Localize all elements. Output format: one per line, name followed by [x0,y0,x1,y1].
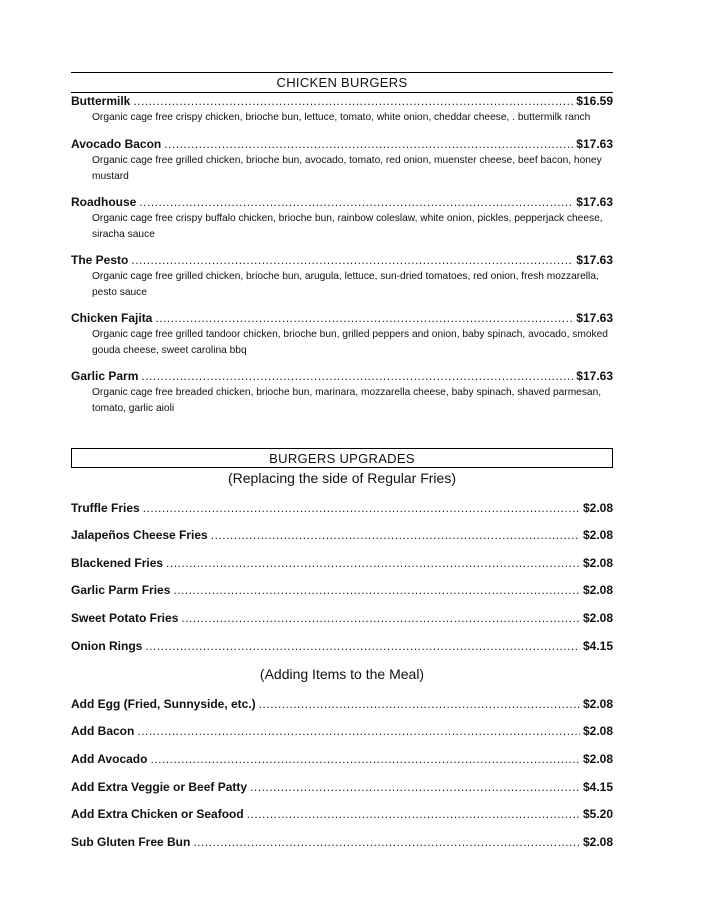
leader-dots [150,752,580,766]
item-name: Truffle Fries [71,501,140,515]
addons-subtitle: (Adding Items to the Meal) [259,666,425,682]
addon-avocado [71,752,613,766]
leader-dots [141,369,573,383]
item-description: Organic cage free crispy buffalo chicken, brioche bun, rainbow coleslaw, white onion, pickles, pepperjack cheese, siracha sauce [92,213,603,240]
item-price: $4.15 [582,780,613,794]
leader-dots [164,137,573,151]
leader-dots [145,639,580,653]
item-price: $2.08 [582,528,613,542]
item-name: Sweet Potato Fries [71,611,179,625]
item-price: $17.63 [576,253,613,267]
chicken-burgers-heading: CHICKEN BURGERS [71,72,613,93]
item-description: Organic cage free breaded chicken, brioche bun, marinara, mozzarella cheese, baby spinach, shaved parmesan, tomato, garlic aioli [92,387,602,414]
item-name: Jalapeños Cheese Fries [71,528,208,542]
item-description: Organic cage free grilled chicken, brioche bun, avocado, tomato, red onion, muenster cheese, beef bacon, honey mustard [92,155,602,182]
item-price: $17.63 [576,195,613,209]
item-name: Blackened Fries [71,556,164,570]
item-description: Organic cage free grilled chicken, brioche bun, arugula, lettuce, sun-dried tomatoes, red onion, fresh mozzarella, pesto sauce [92,271,599,298]
item-price: $16.59 [576,94,613,108]
item-price: $17.63 [576,137,613,151]
item-name: Roadhouse [71,195,137,209]
addon-sub-gluten-free-bun [71,835,613,849]
item-name: Garlic Parm Fries [71,583,171,597]
item-price: $2.08 [582,752,613,766]
item-price: $2.08 [582,611,613,625]
leader-dots [133,94,573,108]
item-name: The Pesto [71,253,129,267]
leader-dots [259,697,580,711]
addon-extra-chicken-or-seafood [71,807,613,821]
item-price: $2.08 [582,583,613,597]
leader-dots [173,583,580,597]
item-name: Garlic Parm [71,369,139,383]
item-name: Add Extra Veggie or Beef Patty [71,780,248,794]
upgrade-garlic-parm-fries [71,583,613,597]
leader-dots [247,807,580,821]
upgrade-truffle-fries [71,501,613,515]
upgrade-blackened-fries [71,556,613,570]
fries-subtitle: (Replacing the side of Regular Fries) [228,470,456,486]
menu-item-buttermilk [71,94,613,108]
item-price: $2.08 [582,835,613,849]
menu-item-roadhouse [71,195,613,209]
upgrade-jalapenos-cheese-fries [71,528,613,542]
item-price: $17.63 [576,369,613,383]
item-price: $2.08 [582,501,613,515]
menu-item-the-pesto [71,253,613,267]
burgers-upgrades-heading: BURGERS UPGRADES [71,448,613,468]
leader-dots [131,253,573,267]
item-description: Organic cage free crispy chicken, brioche bun, lettuce, tomato, white onion, cheddar cheese, . buttermilk ranch [92,112,591,123]
menu-item-chicken-fajita [71,311,613,325]
leader-dots [211,528,580,542]
item-name: Chicken Fajita [71,311,153,325]
menu-item-avocado-bacon [71,137,613,151]
leader-dots [181,611,580,625]
addon-bacon [71,724,613,738]
leader-dots [193,835,580,849]
leader-dots [250,780,580,794]
leader-dots [137,724,580,738]
item-price: $5.20 [582,807,613,821]
upgrade-sweet-potato-fries [71,611,613,625]
item-name: Buttermilk [71,94,131,108]
item-name: Add Extra Chicken or Seafood [71,807,244,821]
upgrade-onion-rings [71,639,613,653]
item-price: $2.08 [582,697,613,711]
item-name: Sub Gluten Free Bun [71,835,191,849]
item-name: Onion Rings [71,639,143,653]
item-name: Avocado Bacon [71,137,162,151]
leader-dots [139,195,573,209]
item-price: $4.15 [582,639,613,653]
item-price: $2.08 [582,724,613,738]
item-price: $17.63 [576,311,613,325]
leader-dots [155,311,573,325]
addon-extra-veggie-or-beef-patty [71,780,613,794]
menu-item-garlic-parm [71,369,613,383]
item-name: Add Bacon [71,724,135,738]
leader-dots [166,556,580,570]
leader-dots [143,501,580,515]
item-name: Add Egg (Fried, Sunnyside, etc.) [71,697,256,711]
item-price: $2.08 [582,556,613,570]
item-description: Organic cage free grilled tandoor chicken, brioche bun, grilled peppers and onion, baby spinach, avocado, smoked gouda cheese, sweet carolina bbq [92,329,608,356]
addon-egg [71,697,613,711]
item-name: Add Avocado [71,752,148,766]
